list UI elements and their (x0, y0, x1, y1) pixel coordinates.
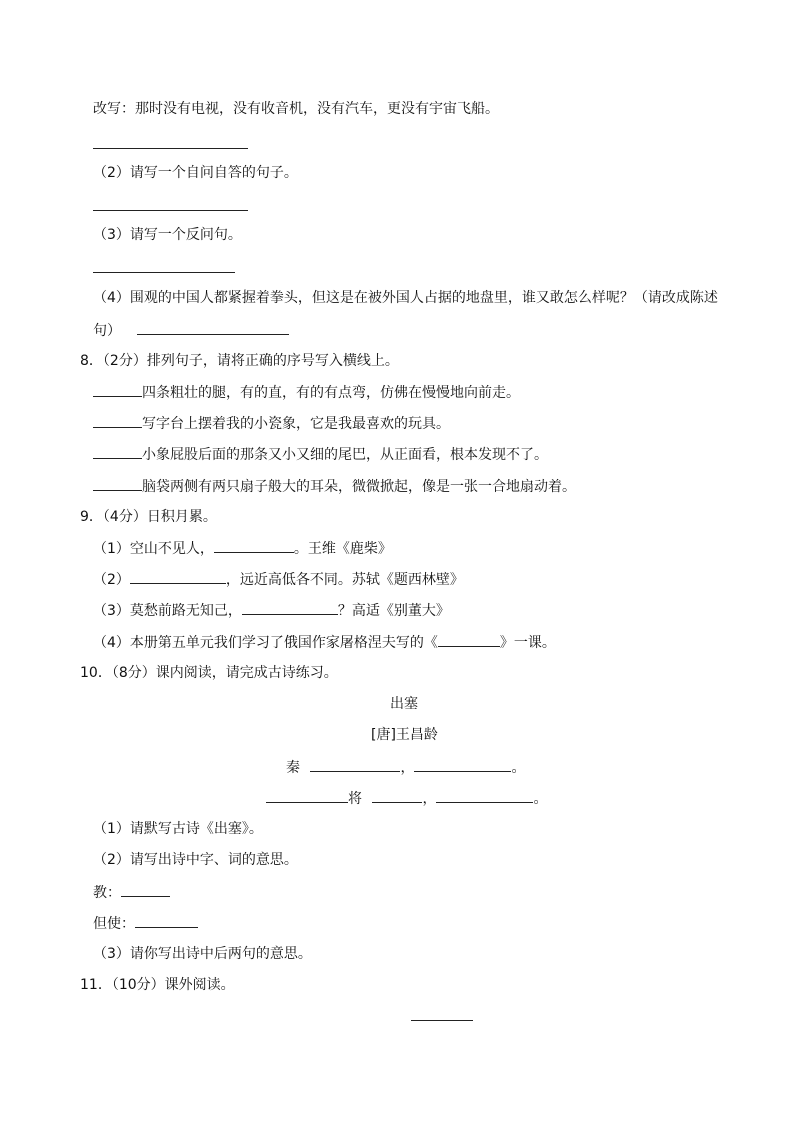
q8-order-blank[interactable] (93, 444, 142, 459)
q10-danshi-blank[interactable] (135, 913, 198, 928)
q8-sentence: 小象屁股后面的那条又小又细的尾巴，从正面看，根本发现不了。 (142, 447, 548, 463)
term-label: 教： (93, 885, 121, 901)
q9-blank-2[interactable] (130, 569, 226, 584)
q11-title-blank[interactable] (411, 1020, 473, 1021)
q10-danshi (93, 913, 198, 934)
q9-blank-3[interactable] (242, 600, 338, 615)
poem-blank-1[interactable] (310, 757, 400, 772)
q7-rewrite-prompt: 改写：那时没有电视，没有收音机，没有汽车，更没有宇宙飞船。 (93, 101, 499, 117)
q9-text: ？高适《别董大》 (337, 603, 450, 619)
poem-char: 秦 (286, 760, 300, 776)
term-label: 但使： (93, 916, 135, 932)
q8-order-blank[interactable] (93, 382, 142, 397)
q7-part-2: （2）请写一个自问自答的句子。 (93, 165, 298, 181)
q10-jiao-blank[interactable] (121, 882, 170, 897)
q7-answer-line-1[interactable] (93, 148, 248, 149)
punct: ， (422, 791, 437, 807)
q9-text: ，远近高低各不同。苏轼《题西林壁》 (225, 572, 464, 588)
q11-heading: 11．（10分）课外阅读。 (80, 977, 235, 993)
poem-line-2 (266, 788, 547, 809)
q10-part-3: （3）请你写出诗中后两句的意思。 (93, 946, 312, 962)
q10-heading: 10．（8分）课内阅读，请完成古诗练习。 (80, 665, 338, 681)
q10-part-2: （2）请写出诗中字、词的意思。 (93, 852, 298, 868)
q9-item-1 (93, 538, 392, 559)
q9-text: （4）本册第五单元我们学习了俄国作家屠格涅夫写的《 (93, 635, 438, 651)
q9-item-4 (93, 632, 556, 653)
q9-blank-4[interactable] (438, 632, 500, 647)
q9-text: 。王维《鹿柴》 (293, 541, 392, 557)
poem-blank-3[interactable] (266, 788, 348, 803)
q7-answer-line-3[interactable] (93, 272, 235, 273)
q8-sentence: 脑袋两侧有两只扇子般大的耳朵，微微掀起，像是一张一合地扇动着。 (142, 479, 576, 495)
q9-heading: 9．（4分）日积月累。 (80, 509, 217, 525)
q8-sentence: 四条粗壮的腿，有的直，有的有点弯，仿佛在慢慢地向前走。 (142, 385, 520, 401)
q7-part-3: （3）请写一个反问句。 (93, 227, 242, 243)
poem-title: 出塞 (390, 696, 418, 712)
q7-part-4: （4）围观的中国人都紧握着拳头，但这是在被外国人占据的地盘里，谁又敢怎么样呢？（请改成陈述 (93, 290, 718, 306)
poem-char: 将 (348, 791, 362, 807)
q9-text: （3）莫愁前路无知己， (93, 603, 242, 619)
q9-text: 》一课。 (499, 635, 556, 651)
q8-order-blank[interactable] (93, 413, 142, 428)
q8-heading: 8．（2分）排列句子，请将正确的序号写入横线上。 (80, 353, 399, 369)
q9-blank-1[interactable] (214, 538, 294, 553)
q9-text: （2） (93, 572, 130, 588)
list-item (93, 444, 548, 465)
punct: 。 (533, 791, 548, 807)
q10-part-1: （1）请默写古诗《出塞》。 (93, 821, 263, 837)
list-item (93, 476, 576, 497)
q7-part-4-cont (93, 320, 289, 341)
q7-answer-line-2[interactable] (93, 210, 248, 211)
poem-blank-4[interactable] (372, 788, 422, 803)
poem-author: [唐]王昌龄 (371, 727, 438, 743)
q8-order-blank[interactable] (93, 476, 142, 491)
q7-part-4-suffix: 句） (93, 323, 121, 339)
poem-blank-2[interactable] (414, 757, 511, 772)
punct: 。 (511, 760, 526, 776)
poem-line-1 (286, 757, 525, 778)
list-item (93, 382, 520, 403)
q9-item-3 (93, 600, 450, 621)
q9-text: （1）空山不见人， (93, 541, 214, 557)
q8-sentence: 写字台上摆着我的小瓷象，它是我最喜欢的玩具。 (142, 416, 450, 432)
punct: ， (400, 760, 415, 776)
poem-blank-5[interactable] (436, 788, 533, 803)
list-item (93, 413, 450, 434)
q9-item-2 (93, 569, 464, 590)
q10-jiao (93, 882, 170, 903)
q7-answer-line-4[interactable] (137, 320, 289, 335)
